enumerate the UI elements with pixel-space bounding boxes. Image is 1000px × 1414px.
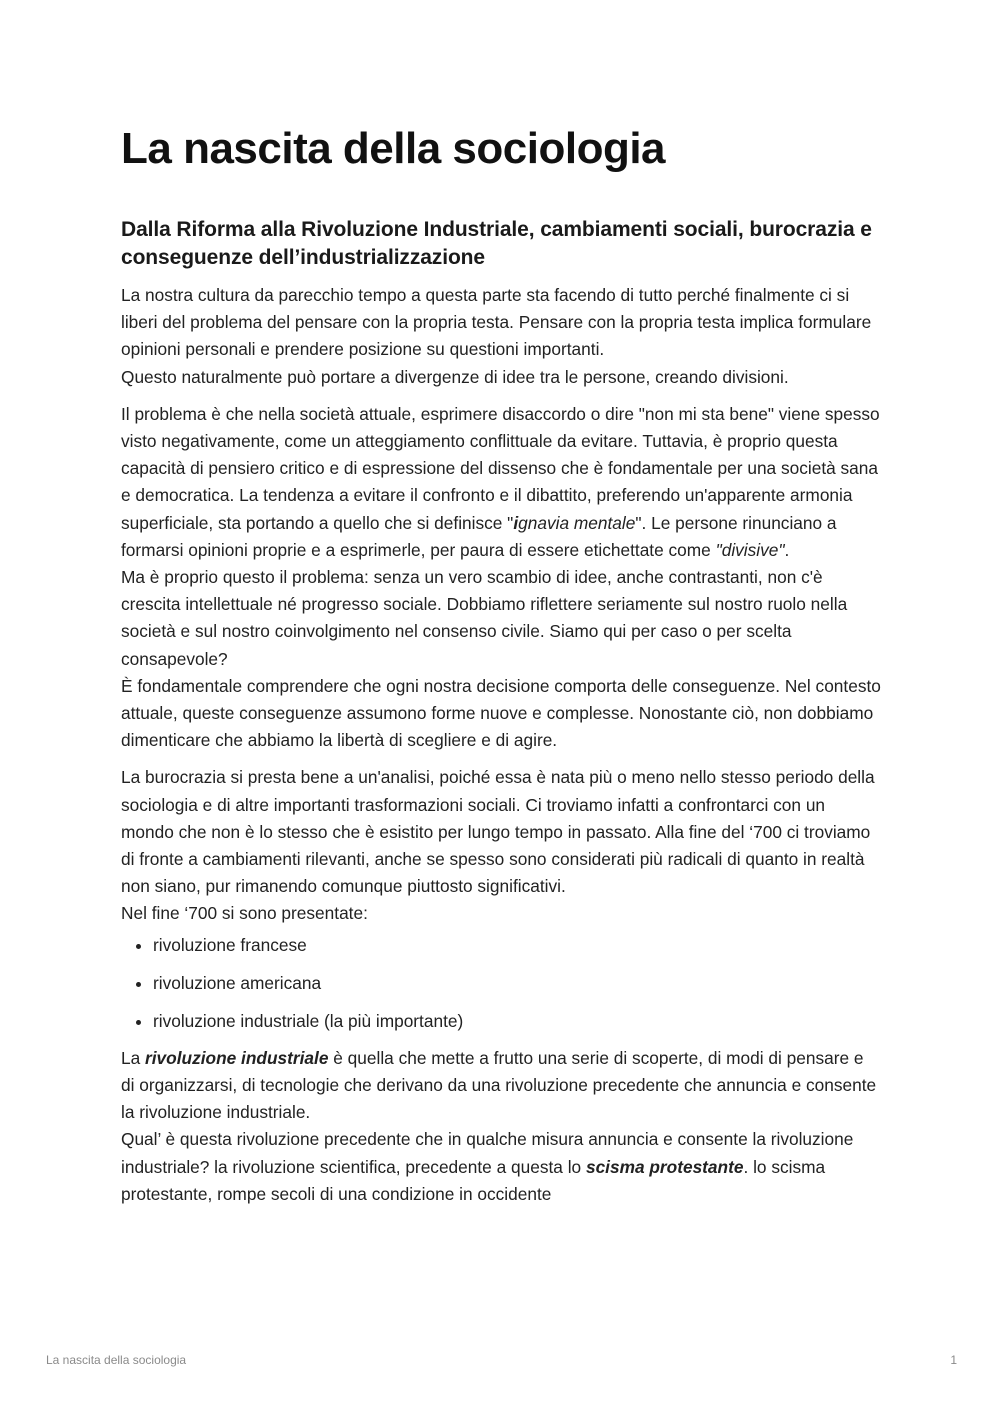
paragraph-3-text-b: Nel fine ‘700 si sono presentate: [121, 903, 368, 924]
paragraph-3-text-a: La burocrazia si presta bene a un'analisi, poiché essa è nata più o meno nello stesso periodo della sociologia e di altre importanti trasformazioni sociali. Ci troviamo infatti a confrontarci con un mondo che non è lo stesso che è esistito per lungo tempo in passato. Alla fine del ‘700 ci troviamo di fronte a cambiamenti rilevanti, anche se spesso sono considerati più radicali di quanto in realtà non siano, pur rimanendo comunque piuttosto significativi. [121, 767, 875, 897]
scisma-protestante-emphasis: scisma protestante [585, 1156, 744, 1177]
list-item: • rivoluzione francese [153, 932, 881, 959]
document-body [121, 120, 881, 1208]
paragraph-3 [121, 764, 881, 927]
paragraph-4-text-f: . lo scisma protestante, rompe secoli di una condizione in occidente [121, 1156, 826, 1204]
revolutions-list [121, 932, 881, 1035]
section-heading: Dalla Riforma alla Rivoluzione Industriale, cambiamenti sociali, burocrazia e conseguenze dell’industrializzazione [121, 218, 872, 269]
paragraph-2-text-f: Ma è proprio questo il problema: senza un vero scambio di idee, anche contrastanti, non c'è crescita intellettuale né progresso sociale. Dobbiamo riflettere seriamente sul nostro ruolo nella società e sul nostro coinvolgimento nel consenso civile. Siamo qui per caso o per scelta consapevole? [121, 567, 848, 669]
footer-title: La nascita della sociologia [46, 1353, 187, 1367]
paragraph-4-text-c: è quella che mette a frutto una serie di scoperte, di modi di pensare e di organizzarsi, di tecnologie che derivano da una rivoluzione precedente che annuncia e consente la rivoluzione industriale. [121, 1047, 877, 1123]
page-footer [46, 1353, 957, 1367]
list-item: • rivoluzione industriale (la più importante) [153, 1008, 881, 1035]
list-item: • rivoluzione americana [153, 970, 881, 997]
paragraph-2 [121, 401, 881, 755]
ignavia-italic: gnavia mentale [518, 512, 636, 533]
rivoluzione-industriale-emphasis: rivoluzione industriale [145, 1047, 329, 1068]
page-title: La nascita della sociologia [121, 124, 666, 173]
paragraph-2-text-e: . [784, 539, 790, 560]
paragraph-4-text-d: Qual’ è questa rivoluzione precedente che in qualche misura annuncia e consente la rivoluzione industriale? la rivoluzione scientifica, precedente a questa lo [121, 1129, 854, 1177]
page-number: 1 [950, 1353, 957, 1367]
paragraph-1-text-2: Questo naturalmente può portare a divergenze di idee tra le persone, creando divisioni. [121, 366, 789, 387]
paragraph-2-text-g: È fondamentale comprendere che ogni nostra decisione comporta delle conseguenze. Nel contesto attuale, queste conseguenze assumono forme nuove e complesse. Nonostante ciò, non dobbiamo dimenticare che abbiamo la libertà di scegliere e di agire. [121, 675, 881, 751]
paragraph-4 [121, 1045, 881, 1208]
paragraph-1-text: La nostra cultura da parecchio tempo a questa parte sta facendo di tutto perché finalmente ci si liberi del problema del pensare con la propria testa. Pensare con la propria testa implica formulare opinioni personali e prendere posizione su questioni importanti. [121, 285, 872, 360]
paragraph-4-text-a: La [121, 1047, 146, 1068]
paragraph-2-text-c: ". Le persone rinunciano a formarsi opinioni proprie e a esprimerle, per paura di essere etichettate come [121, 512, 837, 560]
paragraph-2-text-a: Il problema è che nella società attuale, esprimere disaccordo o dire "non mi sta bene" viene spesso visto negativamente, come un atteggiamento conflittuale da evitare. Tuttavia, è proprio questa capacità di pensiero critico e di espressione del dissenso che è fondamentale per una società sana e democratica. La tendenza a evitare il confronto e il dibattito, preferendo un'apparente armonia superficiale, sta portando a quello che si definisce " [121, 403, 880, 533]
paragraph-1 [121, 282, 881, 391]
divisive-italic: "divisive" [715, 539, 785, 560]
ignavia-bold-letter: i [513, 512, 519, 533]
